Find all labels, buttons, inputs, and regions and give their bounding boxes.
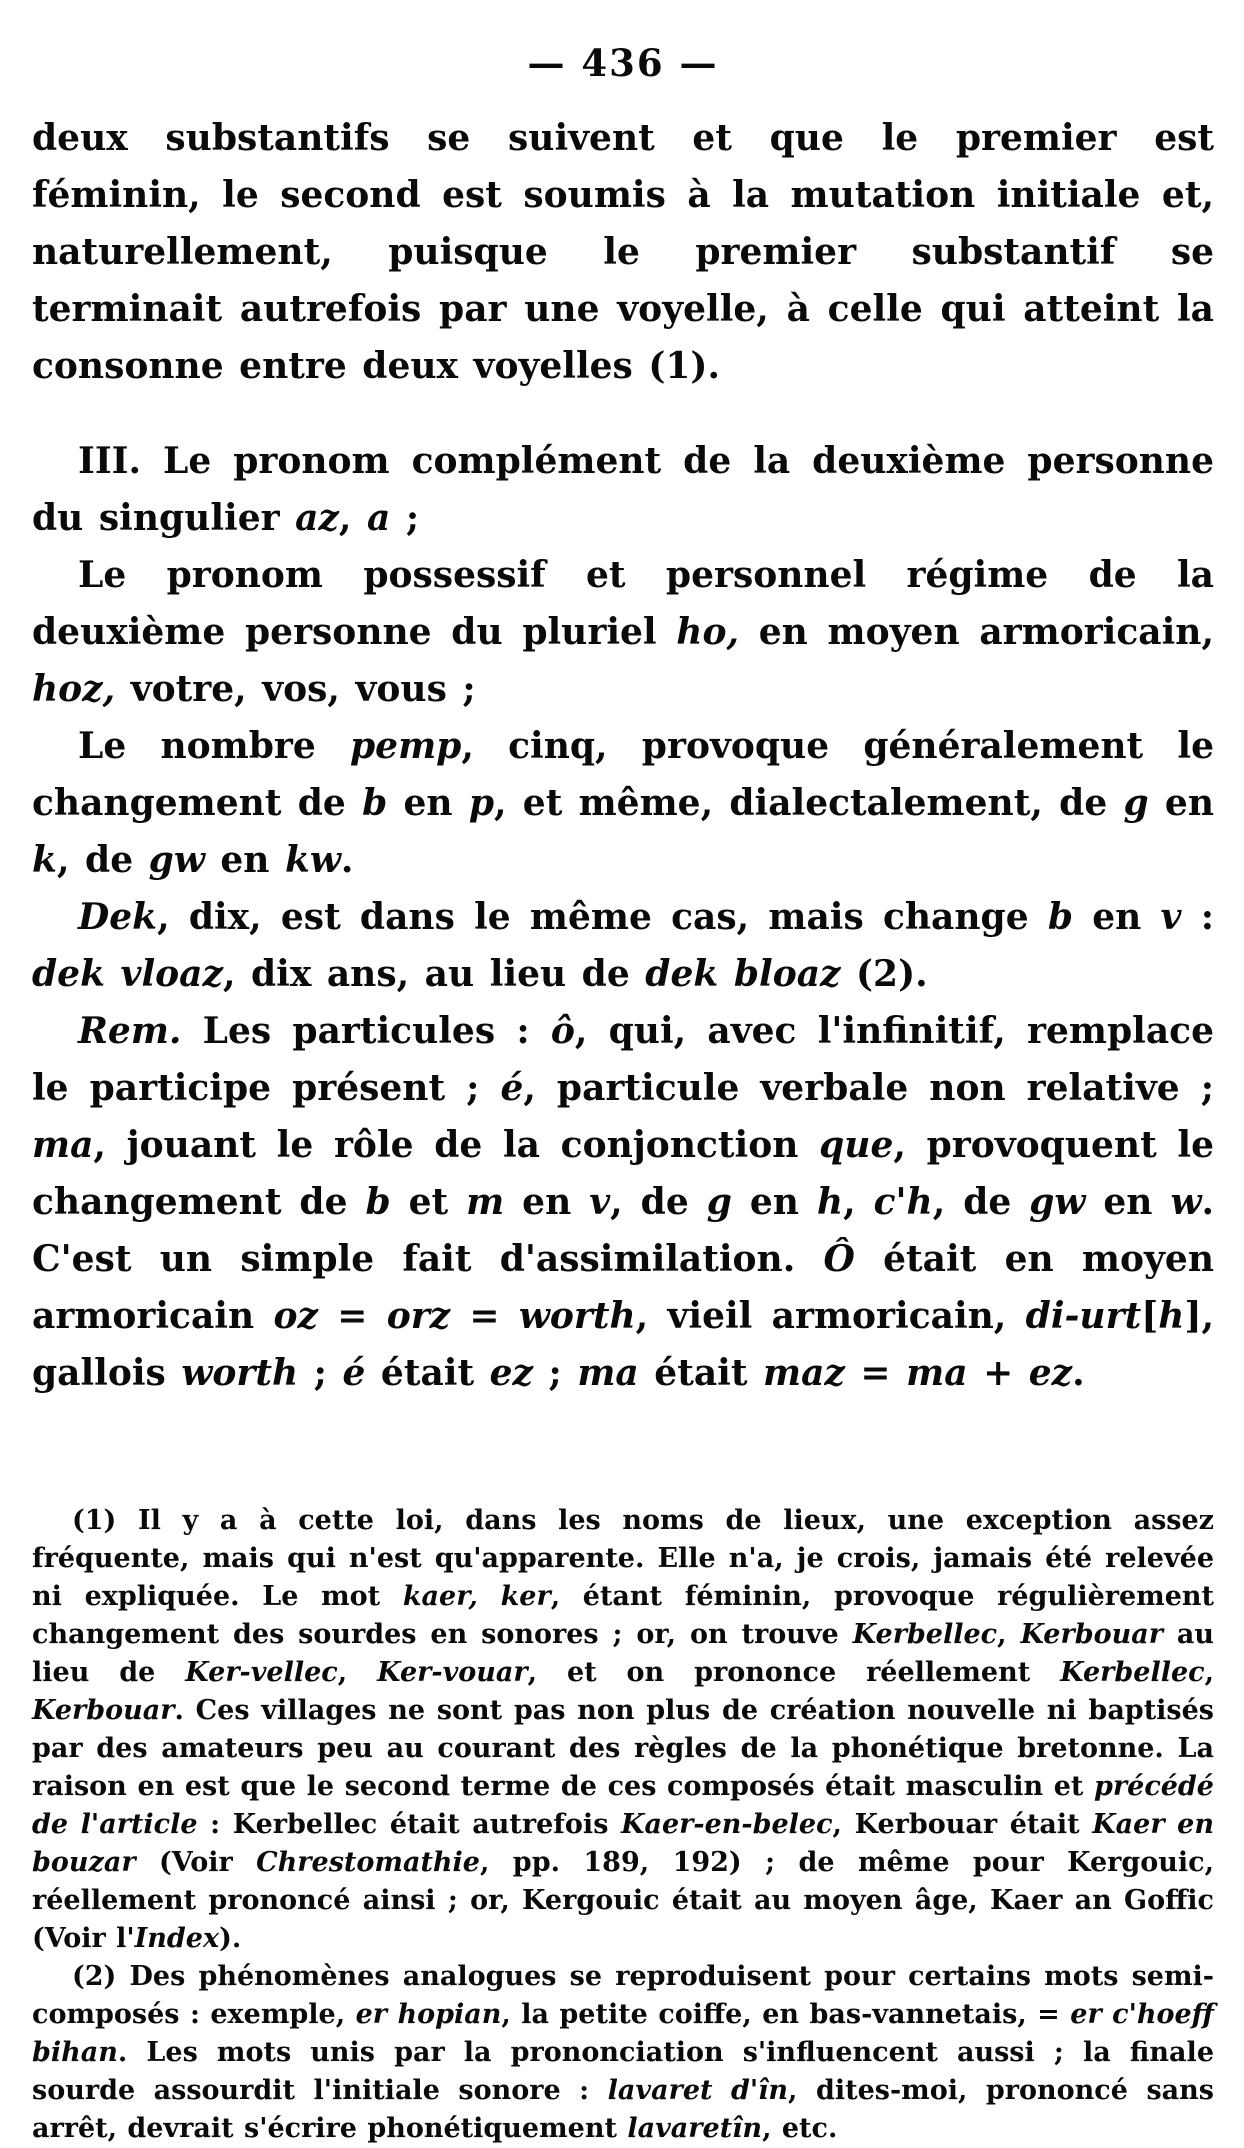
- text-run: , de: [56, 839, 149, 881]
- text-run: deux substantifs se suivent et que le premier est féminin, le second est soumis à la mutation initiale et, naturellement, puisque le premier substantif se terminait autrefois par une voyelle, à celle qui atteint la consonne entre deux voyelles (1).: [32, 117, 1214, 387]
- text-run: en: [387, 782, 469, 824]
- text-run: , de: [610, 1181, 707, 1223]
- italic-text-run: précédé de l'article: [32, 1771, 1214, 1840]
- text-run: (2).: [840, 953, 928, 995]
- italic-text-run: m: [466, 1181, 505, 1223]
- italic-text-run: h: [816, 1181, 844, 1223]
- text-run: Le pronom possessif et personnel régime de la deuxième personne du pluriel: [32, 554, 1214, 653]
- italic-text-run: g: [706, 1181, 732, 1223]
- text-run: était: [365, 1352, 490, 1394]
- italic-text-run: que: [819, 1124, 894, 1166]
- text-run: ;: [390, 497, 420, 539]
- text-run: ,: [843, 1181, 874, 1223]
- text-run: .: [340, 839, 354, 881]
- italic-text-run: b: [365, 1181, 391, 1223]
- paragraph: [32, 1003, 1214, 1402]
- italic-text-run: worth: [518, 1295, 636, 1337]
- italic-text-run: v: [589, 1181, 611, 1223]
- text-run: , la petite coiffe, en bas-vannetais, =: [501, 1999, 1071, 2030]
- italic-text-run: er hopian: [355, 1999, 502, 2030]
- text-run: en moyen armoricain,: [739, 611, 1214, 653]
- italic-text-run: Index: [134, 1923, 220, 1954]
- italic-text-run: é: [342, 1352, 366, 1394]
- italic-text-run: ez: [489, 1352, 533, 1394]
- italic-text-run: Ker-vouar: [377, 1657, 528, 1688]
- italic-text-run: Rem.: [78, 1010, 182, 1052]
- text-run: (Voir: [135, 1847, 257, 1878]
- paragraph: [32, 889, 1214, 1003]
- text-run: en: [731, 1181, 817, 1223]
- text-run: , dix, est dans le même cas, mais change: [157, 896, 1048, 938]
- italic-text-run: oz: [273, 1295, 318, 1337]
- italic-text-run: lavaretîn: [627, 2113, 763, 2144]
- italic-text-run: a: [366, 497, 391, 539]
- text-run: , et on prononce réellement: [527, 1657, 1061, 1688]
- italic-text-run: Kerbouar: [32, 1695, 175, 1726]
- italic-text-run: ma: [577, 1352, 639, 1394]
- footnote-paragraph: [32, 1502, 1214, 1958]
- text-run: . Les mots unis par la prononciation s'influencent aussi ; la finale sourde assourdit l'initiale sonore :: [32, 2037, 1214, 2106]
- italic-text-run: ma: [906, 1352, 968, 1394]
- italic-text-run: gw: [1029, 1181, 1086, 1223]
- italic-text-run: gw: [148, 839, 205, 881]
- italic-text-run: ô: [550, 1010, 575, 1052]
- text-run: ,: [1204, 1657, 1214, 1688]
- italic-text-run: Ô: [823, 1238, 855, 1280]
- italic-text-run: az: [295, 497, 339, 539]
- italic-text-run: Dek: [78, 896, 158, 938]
- italic-text-run: g: [1123, 782, 1149, 824]
- text-run: ,: [997, 1619, 1021, 1650]
- text-run: , de: [932, 1181, 1030, 1223]
- paragraph: [32, 718, 1214, 889]
- text-run: , etc.: [762, 2113, 838, 2144]
- italic-text-run: v: [1160, 896, 1182, 938]
- italic-text-run: Kerbouar: [1020, 1619, 1163, 1650]
- text-run: :: [1181, 896, 1214, 938]
- text-run: .: [1072, 1352, 1085, 1394]
- italic-text-run: c'h: [873, 1181, 933, 1223]
- text-run: et: [390, 1181, 467, 1223]
- text-run: [: [1141, 1295, 1159, 1337]
- text-run: , vieil armoricain,: [635, 1295, 1026, 1337]
- text-run: , et même, dialectalement, de: [494, 782, 1124, 824]
- italic-text-run: Chrestomathie: [256, 1847, 480, 1878]
- italic-text-run: w: [1170, 1181, 1202, 1223]
- main-text-block: [32, 110, 1214, 1402]
- italic-text-run: k: [32, 839, 57, 881]
- text-run: ;: [298, 1352, 343, 1394]
- text-run: , jouant le rôle de la conjonction: [93, 1124, 820, 1166]
- italic-text-run: dek bloaz: [645, 953, 841, 995]
- italic-text-run: worth: [181, 1352, 299, 1394]
- text-run: (1) Il y a à cette loi, dans les noms de lieux, une exception assez fréquente, mais qui n'est qu'apparente. Elle n'a, je crois, jamais été relevée ni expliquée. Le mot: [32, 1505, 1214, 1612]
- italic-text-run: er c'hoeff bihan: [32, 1999, 1214, 2068]
- italic-text-run: Kaer en bouzar: [32, 1809, 1214, 1878]
- italic-text-run: orz: [386, 1295, 451, 1337]
- text-run: , dites-moi, prononcé sans arrêt, devrait s'écrire phonétiquement: [32, 2075, 1214, 2144]
- text-run: au lieu de: [32, 1619, 1214, 1688]
- text-run: , Kerbouar était: [832, 1809, 1093, 1840]
- text-run: . Ces villages ne sont pas non plus de création nouvelle ni baptisés par des amateurs peu au courant des règles de la phonétique bretonne. La raison en est que le second terme de ces composés était masculin et: [32, 1695, 1214, 1802]
- italic-text-run: Kaer-en-belec: [621, 1809, 833, 1840]
- text-run: en: [1073, 896, 1161, 938]
- italic-text-run: p: [468, 782, 494, 824]
- italic-text-run: pemp: [350, 725, 462, 767]
- italic-text-run: Kerbellec: [852, 1619, 998, 1650]
- paragraph: [32, 110, 1214, 395]
- text-run: Les particules :: [181, 1010, 551, 1052]
- text-run: ,: [338, 497, 367, 539]
- text-run: (2) Des phénomènes analogues se reproduisent pour certains mots semi-composés : exemple,: [32, 1961, 1214, 2030]
- text-run: , particule verbale non relative ;: [523, 1067, 1214, 1109]
- text-run: =: [844, 1352, 907, 1394]
- italic-text-run: ez: [1028, 1352, 1073, 1394]
- italic-text-run: b: [1047, 896, 1074, 938]
- italic-text-run: h: [1158, 1295, 1185, 1337]
- text-run: , dix ans, au lieu de: [222, 953, 646, 995]
- text-run: était en moyen armoricain: [32, 1238, 1214, 1337]
- text-run: . C'est un simple fait d'assimilation.: [32, 1181, 1214, 1280]
- text-run: ;: [532, 1352, 578, 1394]
- text-run: Le nombre: [78, 725, 350, 767]
- text-run: ).: [219, 1923, 242, 1954]
- italic-text-run: maz: [763, 1352, 845, 1394]
- text-run: était: [638, 1352, 763, 1394]
- text-run: , pp. 189, 192) ; de même pour Kergouic, réellement prononcé ainsi ; or, Kergouic était au moyen âge, Kaer an Goffic (Voir l': [32, 1847, 1214, 1954]
- paragraph: [32, 547, 1214, 718]
- italic-text-run: ho,: [676, 611, 740, 653]
- text-run: III. Le pronom complément de la deuxième personne du singulier: [32, 440, 1214, 539]
- footnote-paragraph: [32, 1958, 1214, 2148]
- italic-text-run: hoz,: [32, 668, 116, 710]
- italic-text-run: Kerbellec: [1060, 1657, 1205, 1688]
- text-run: en: [1148, 782, 1214, 824]
- text-run: votre, vos, vous ;: [115, 668, 476, 710]
- text-run: ], gallois: [32, 1295, 1215, 1394]
- text-run: =: [450, 1295, 519, 1337]
- text-run: , provoquent le changement de: [32, 1124, 1214, 1223]
- text-run: , qui, avec l'infinitif, remplace le participe présent ;: [32, 1010, 1214, 1109]
- text-run: , étant féminin, provoque régulièrement changement des sourdes en sonores ; or, on trouve: [32, 1581, 1215, 1650]
- italic-text-run: kw: [284, 839, 341, 881]
- text-run: ,: [337, 1657, 378, 1688]
- text-run: en: [504, 1181, 590, 1223]
- paragraph: [32, 433, 1214, 547]
- italic-text-run: é: [500, 1067, 524, 1109]
- italic-text-run: b: [362, 782, 388, 824]
- italic-text-run: dek vloaz: [32, 953, 223, 995]
- italic-text-run: ma: [32, 1124, 94, 1166]
- italic-text-run: di-urt: [1025, 1295, 1142, 1337]
- italic-text-run: lavaret d'în: [607, 2075, 789, 2106]
- text-run: : Kerbellec était autrefois: [197, 1809, 622, 1840]
- text-run: en: [1085, 1181, 1171, 1223]
- text-run: , cinq, provoque généralement le changement de: [32, 725, 1214, 824]
- text-run: en: [204, 839, 285, 881]
- italic-text-run: Ker-vellec: [185, 1657, 338, 1688]
- text-run: =: [317, 1295, 387, 1337]
- footnotes-block: [32, 1502, 1214, 2148]
- page-number: — 436 —: [527, 41, 719, 85]
- italic-text-run: kaer, ker: [402, 1581, 551, 1612]
- text-run: +: [967, 1352, 1029, 1394]
